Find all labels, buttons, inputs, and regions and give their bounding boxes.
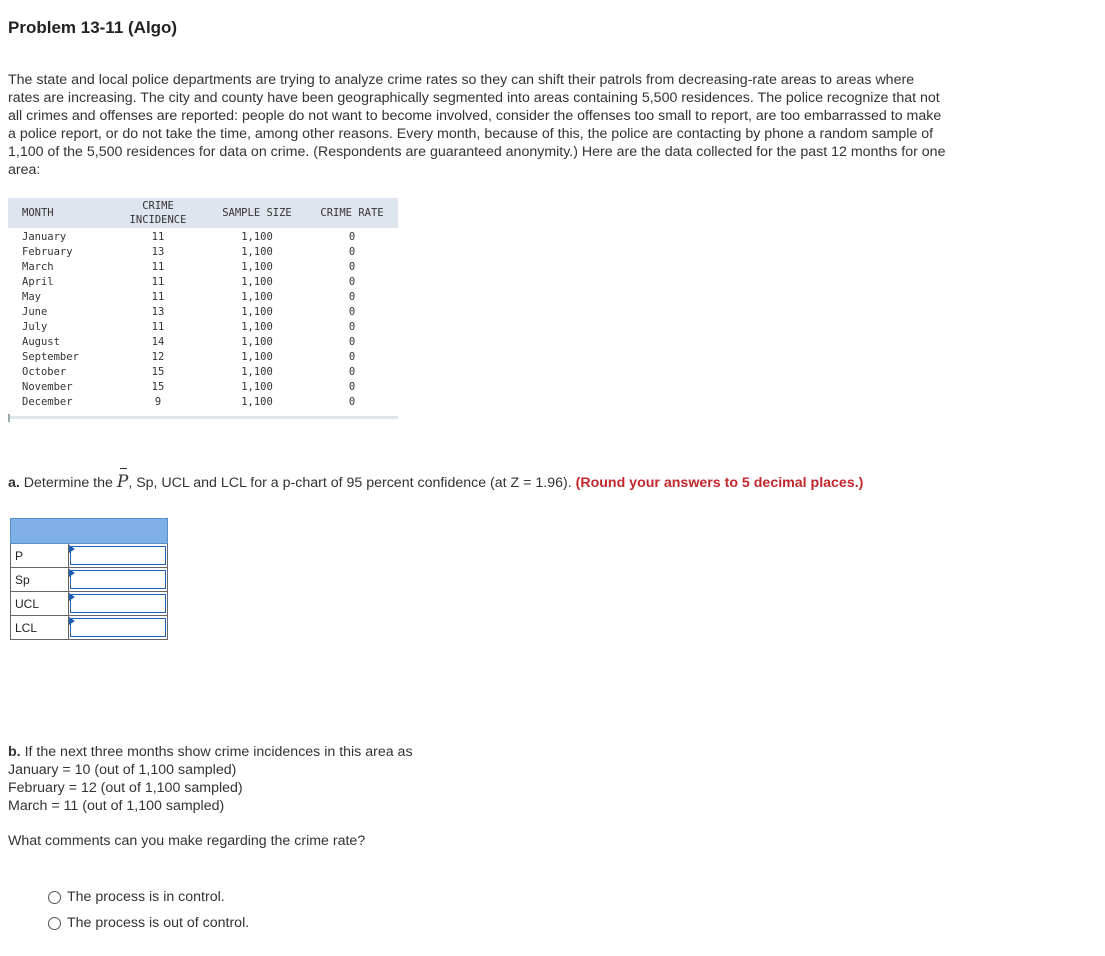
cell-incidence: 11 — [151, 321, 165, 333]
cell-crime-rate: 0 — [348, 231, 356, 243]
cell-sample-size: 1,100 — [241, 336, 273, 348]
cell-incidence: 9 — [154, 396, 162, 408]
header-incidence-line1: CRIME — [142, 200, 174, 212]
input-marker-icon — [69, 569, 75, 577]
table-footer-rule — [8, 410, 398, 418]
question-b-line2: January = 10 (out of 1,100 sampled) — [8, 762, 237, 778]
table-corner-mark — [8, 414, 10, 422]
cell-incidence: 11 — [151, 291, 165, 303]
answer-label: UCL — [11, 592, 69, 616]
table-header-row — [8, 198, 398, 228]
cell-incidence: 11 — [151, 231, 165, 243]
cell-incidence: 11 — [151, 276, 165, 288]
answer-input-sp[interactable] — [70, 570, 166, 589]
cell-sample-size: 1,100 — [241, 321, 273, 333]
question-a-middle: , Sp, UCL and LCL for a p-chart of 95 percent confidence (at Z = 1.96). — [128, 475, 572, 491]
header-crime-incidence — [108, 198, 208, 228]
cell-sample-size: 1,100 — [241, 396, 273, 408]
cell-incidence: 12 — [151, 351, 165, 363]
table-row — [8, 365, 398, 380]
input-marker-icon — [69, 593, 75, 601]
answer-row-lcl — [11, 616, 168, 640]
cell-crime-rate: 0 — [348, 336, 356, 348]
table-row — [8, 260, 398, 275]
question-b-line1: If the next three months show crime incidences in this area as — [24, 744, 413, 760]
cell-incidence: 13 — [151, 246, 165, 258]
cell-month: November — [22, 381, 73, 393]
cell-sample-size: 1,100 — [241, 306, 273, 318]
radio-button[interactable] — [48, 891, 61, 904]
cell-month: October — [22, 366, 67, 378]
table-row — [8, 275, 398, 290]
question-a — [8, 472, 863, 492]
radio-button[interactable] — [48, 917, 61, 930]
page-title: Problem 13-11 (Algo) — [8, 18, 178, 37]
question-b-line3: February = 12 (out of 1,100 sampled) — [8, 780, 243, 796]
cell-sample-size: 1,100 — [241, 246, 273, 258]
input-marker-icon — [69, 617, 75, 625]
cell-month: June — [22, 306, 48, 318]
table-row — [8, 350, 398, 365]
cell-sample-size: 1,100 — [241, 261, 273, 273]
cell-sample-size: 1,100 — [241, 291, 273, 303]
cell-crime-rate: 0 — [348, 381, 356, 393]
answer-input-ucl[interactable] — [70, 594, 166, 613]
cell-incidence: 11 — [151, 261, 165, 273]
header-sample-size: SAMPLE SIZE — [222, 207, 292, 219]
cell-crime-rate: 0 — [348, 261, 356, 273]
answer-label: LCL — [11, 616, 69, 640]
header-month: MONTH — [22, 207, 54, 219]
cell-crime-rate: 0 — [348, 291, 356, 303]
question-a-label: a. — [8, 475, 20, 491]
question-b-line4: March = 11 (out of 1,100 sampled) — [8, 798, 225, 814]
answer-cell — [69, 592, 168, 616]
cell-incidence: 15 — [151, 381, 165, 393]
question-b — [8, 743, 413, 815]
answer-cell — [69, 568, 168, 592]
cell-incidence: 13 — [151, 306, 165, 318]
cell-month: May — [22, 291, 41, 303]
crime-data-table — [8, 198, 398, 419]
table-row — [8, 245, 398, 260]
answer-input-lcl[interactable] — [70, 618, 166, 637]
cell-sample-size: 1,100 — [241, 381, 273, 393]
cell-month: July — [22, 321, 48, 333]
table-row — [8, 305, 398, 320]
answer-table — [10, 518, 168, 640]
cell-month: March — [22, 261, 54, 273]
option-label: The process is in control. — [67, 889, 225, 905]
cell-incidence: 15 — [151, 366, 165, 378]
table-row — [8, 320, 398, 335]
table-row — [8, 290, 398, 305]
header-incidence-line2: INCIDENCE — [129, 214, 187, 226]
question-b-comment: What comments can you make regarding the crime rate? — [8, 833, 366, 849]
cell-incidence: 14 — [151, 336, 165, 348]
table-row — [8, 335, 398, 350]
cell-crime-rate: 0 — [348, 351, 356, 363]
answer-row-sp — [11, 568, 168, 592]
problem-intro: The state and local police departments are trying to analyze crime rates so they can shift their patrols from decreasing-rate areas to areas where rates are increasing. The city and county have been geographically segmented into areas containing 5,500 residences. The police recognize that not all crimes and offenses are reported: people do not want to become involved, consider the offenses too small to report, are too embarrassed to make a police report, or do not take the time, among other reasons. Every month, because of this, the police are contacting by phone a random sample of 1,100 of the 5,500 residences for data on crime. (Respondents are guaranteed anonymity.) Here are the data collected for the past 12 months for one area: — [8, 72, 946, 178]
answer-cell — [69, 616, 168, 640]
cell-month: December — [22, 396, 73, 408]
answer-label: Sp — [11, 568, 69, 592]
cell-crime-rate: 0 — [348, 396, 356, 408]
round-note: (Round your answers to 5 decimal places.) — [575, 475, 864, 491]
cell-crime-rate: 0 — [348, 276, 356, 288]
option-in-control[interactable] — [48, 884, 249, 910]
answer-input-p[interactable] — [70, 546, 166, 565]
answer-cell — [69, 544, 168, 568]
cell-crime-rate: 0 — [348, 321, 356, 333]
question-b-label: b. — [8, 744, 21, 760]
input-marker-icon — [69, 545, 75, 553]
option-label: The process is out of control. — [67, 915, 250, 931]
cell-month: January — [22, 231, 67, 243]
cell-month: September — [22, 351, 79, 363]
cell-sample-size: 1,100 — [241, 351, 273, 363]
cell-month: February — [22, 246, 73, 258]
answer-row-p — [11, 544, 168, 568]
cell-sample-size: 1,100 — [241, 276, 273, 288]
table-row — [8, 380, 398, 395]
cell-month: April — [22, 276, 54, 288]
header-crime-rate: CRIME RATE — [320, 207, 384, 219]
answer-label: P — [11, 544, 69, 568]
cell-sample-size: 1,100 — [241, 366, 273, 378]
cell-crime-rate: 0 — [348, 366, 356, 378]
option-out-of-control[interactable] — [48, 910, 249, 936]
cell-sample-size: 1,100 — [241, 231, 273, 243]
answer-table-header — [11, 519, 168, 544]
cell-crime-rate: 0 — [348, 246, 356, 258]
question-a-prefix: Determine the — [23, 475, 113, 491]
p-bar-symbol: P — [116, 472, 129, 492]
answer-options — [48, 884, 249, 936]
cell-month: August — [22, 336, 60, 348]
cell-crime-rate: 0 — [348, 306, 356, 318]
table-row — [8, 228, 398, 245]
table-row — [8, 395, 398, 410]
answer-row-ucl — [11, 592, 168, 616]
